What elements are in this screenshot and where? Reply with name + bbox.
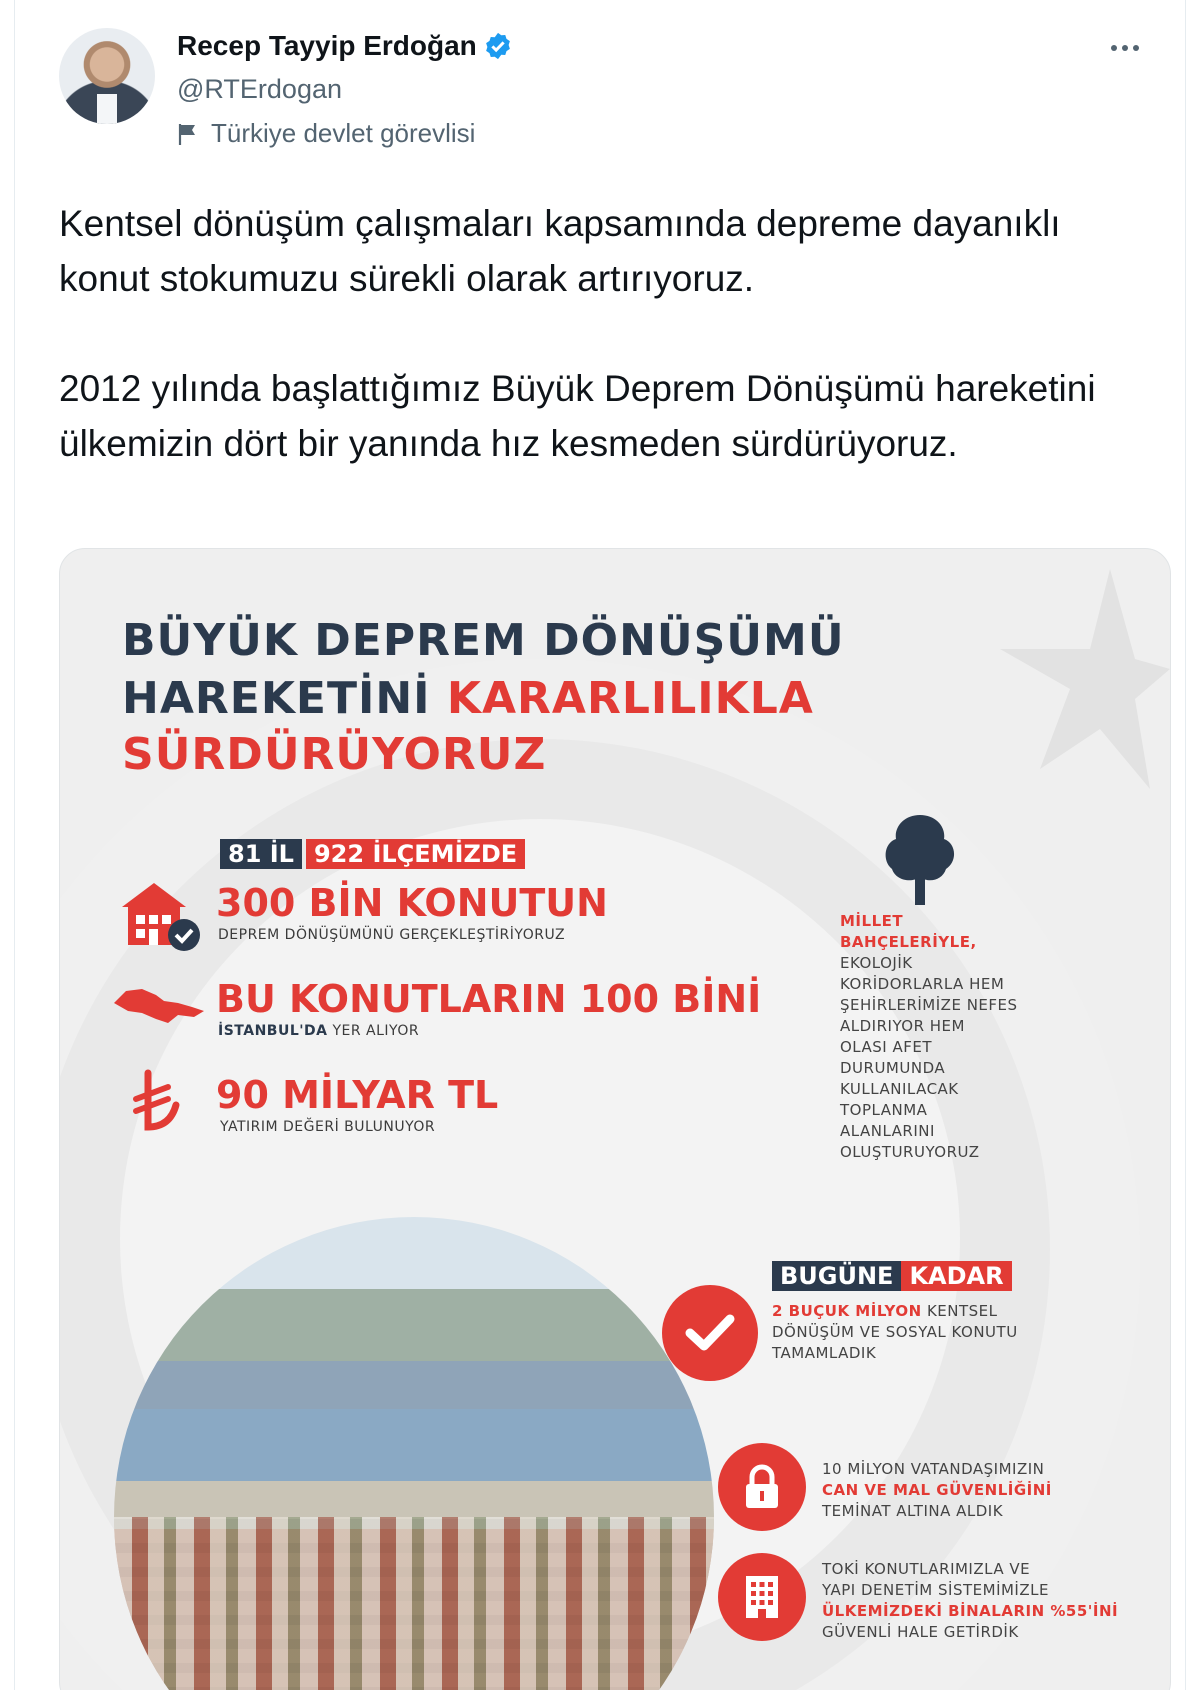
account-label [177, 118, 475, 149]
lira-icon [130, 1069, 184, 1135]
tweet-text [59, 196, 1149, 526]
building-icon [718, 1553, 806, 1641]
author-name-row [177, 30, 513, 62]
stat-100-bin-sub [218, 1023, 419, 1039]
stat-300-bin: 300 BİN KONUTUN [216, 881, 608, 925]
side-line: KULLANILACAK [840, 1080, 959, 1098]
tag-il: 81 İL [220, 839, 302, 869]
lock-icon [718, 1443, 806, 1531]
side-line: KORİDORLARLA HEM [840, 975, 1005, 993]
headline-line-1: BÜYÜK DEPREM DÖNÜŞÜMÜ [122, 615, 845, 666]
verified-badge-icon [483, 31, 513, 61]
more-icon[interactable] [1103, 30, 1147, 66]
side-line: EKOLOJİK [840, 954, 913, 972]
stat-300-bin-sub: DEPREM DÖNÜŞÜMÜNÜ GERÇEKLEŞTİRİYORUZ [218, 927, 566, 943]
result-2-highlight: CAN VE MAL GÜVENLİĞİNİ [822, 1481, 1052, 1499]
result-1-highlight: 2 BUÇUK MİLYON [772, 1302, 922, 1320]
side-highlight: BAHÇELERİYLE, [840, 933, 977, 951]
headline-navy-part: HAREKETİNİ [122, 673, 431, 724]
result-2-line1: 10 MİLYON VATANDAŞIMIZIN [822, 1460, 1045, 1478]
result-2-line3: TEMİNAT ALTINA ALDIK [822, 1502, 1004, 1520]
tag-bugune: BUGÜNE [772, 1261, 901, 1291]
tree-icon [880, 811, 960, 907]
avatar[interactable] [59, 28, 155, 124]
tweet-media-infographic[interactable] [59, 548, 1171, 1690]
bugune-kadar-tag [772, 1261, 1012, 1291]
stat-90-milyar-sub: YATIRIM DEĞERİ BULUNUYOR [220, 1119, 436, 1135]
result-3-line4: GÜVENLİ HALE GETİRDİK [822, 1623, 1019, 1641]
side-line: ŞEHİRLERİMİZE NEFES [840, 996, 1018, 1014]
house-check-icon [118, 879, 202, 953]
flag-icon [177, 122, 199, 146]
stat-istanbul-bold: İSTANBUL'DA [218, 1023, 328, 1039]
result-1-rest: KENTSEL [921, 1302, 998, 1320]
tag-ilce: 922 İLÇEMİZDE [306, 839, 525, 869]
headline-line-3: SÜRDÜRÜYORUZ [122, 729, 547, 780]
check-icon [662, 1285, 758, 1381]
tag-kadar: KADAR [901, 1261, 1011, 1291]
result-item-1 [772, 1301, 1018, 1364]
tweet-card [14, 0, 1186, 1690]
region-tag [220, 839, 525, 869]
account-label-text: Türkiye devlet görevlisi [211, 118, 476, 148]
result-3-line2: YAPI DENETİM SİSTEMİMİZLE [822, 1581, 1049, 1599]
side-line: TOPLANMA [840, 1101, 928, 1119]
millet-bahceleri-text [840, 911, 1060, 1163]
tweet-paragraph: 2012 yılında başlattığımız Büyük Deprem Dönüşümü hareketini ülkemizin dört bir yanında hız kesmeden sürdürüyoruz. [59, 368, 1096, 464]
stat-100-bin: BU KONUTLARIN 100 BİNİ [216, 977, 762, 1021]
author-name[interactable]: Recep Tayyip Erdoğan [177, 30, 477, 61]
result-3-highlight: ÜLKEMİZDEKİ BİNALARIN %55'İNİ [822, 1602, 1119, 1620]
result-item-3 [822, 1559, 1118, 1643]
side-line: DURUMUNDA [840, 1059, 946, 1077]
result-1-line3: TAMAMLADIK [772, 1344, 877, 1362]
side-line: OLUŞTURUYORUZ [840, 1143, 980, 1161]
author-handle[interactable]: @RTErdogan [177, 74, 342, 104]
tweet-paragraph: Kentsel dönüşüm çalışmaları kapsamında depreme dayanıklı konut stokumuzu sürekli olarak artırıyoruz. [59, 203, 1061, 299]
stat-istanbul-rest: YER ALIYOR [332, 1023, 420, 1039]
result-item-2 [822, 1459, 1052, 1522]
stat-90-milyar: 90 MİLYAR TL [216, 1073, 499, 1117]
headline-red-part: KARARLILIKLA [446, 673, 814, 724]
side-highlight: MİLLET [840, 912, 904, 930]
result-3-line1: TOKİ KONUTLARIMIZLA VE [822, 1560, 1031, 1578]
result-1-line2: DÖNÜŞÜM VE SOSYAL KONUTU [772, 1323, 1018, 1341]
side-line: OLASI AFET [840, 1038, 933, 1056]
headline-line-2 [122, 673, 814, 724]
side-line: ALDIRIYOR HEM [840, 1017, 965, 1035]
istanbul-map-icon [112, 981, 206, 1029]
side-line: ALANLARINI [840, 1122, 935, 1140]
